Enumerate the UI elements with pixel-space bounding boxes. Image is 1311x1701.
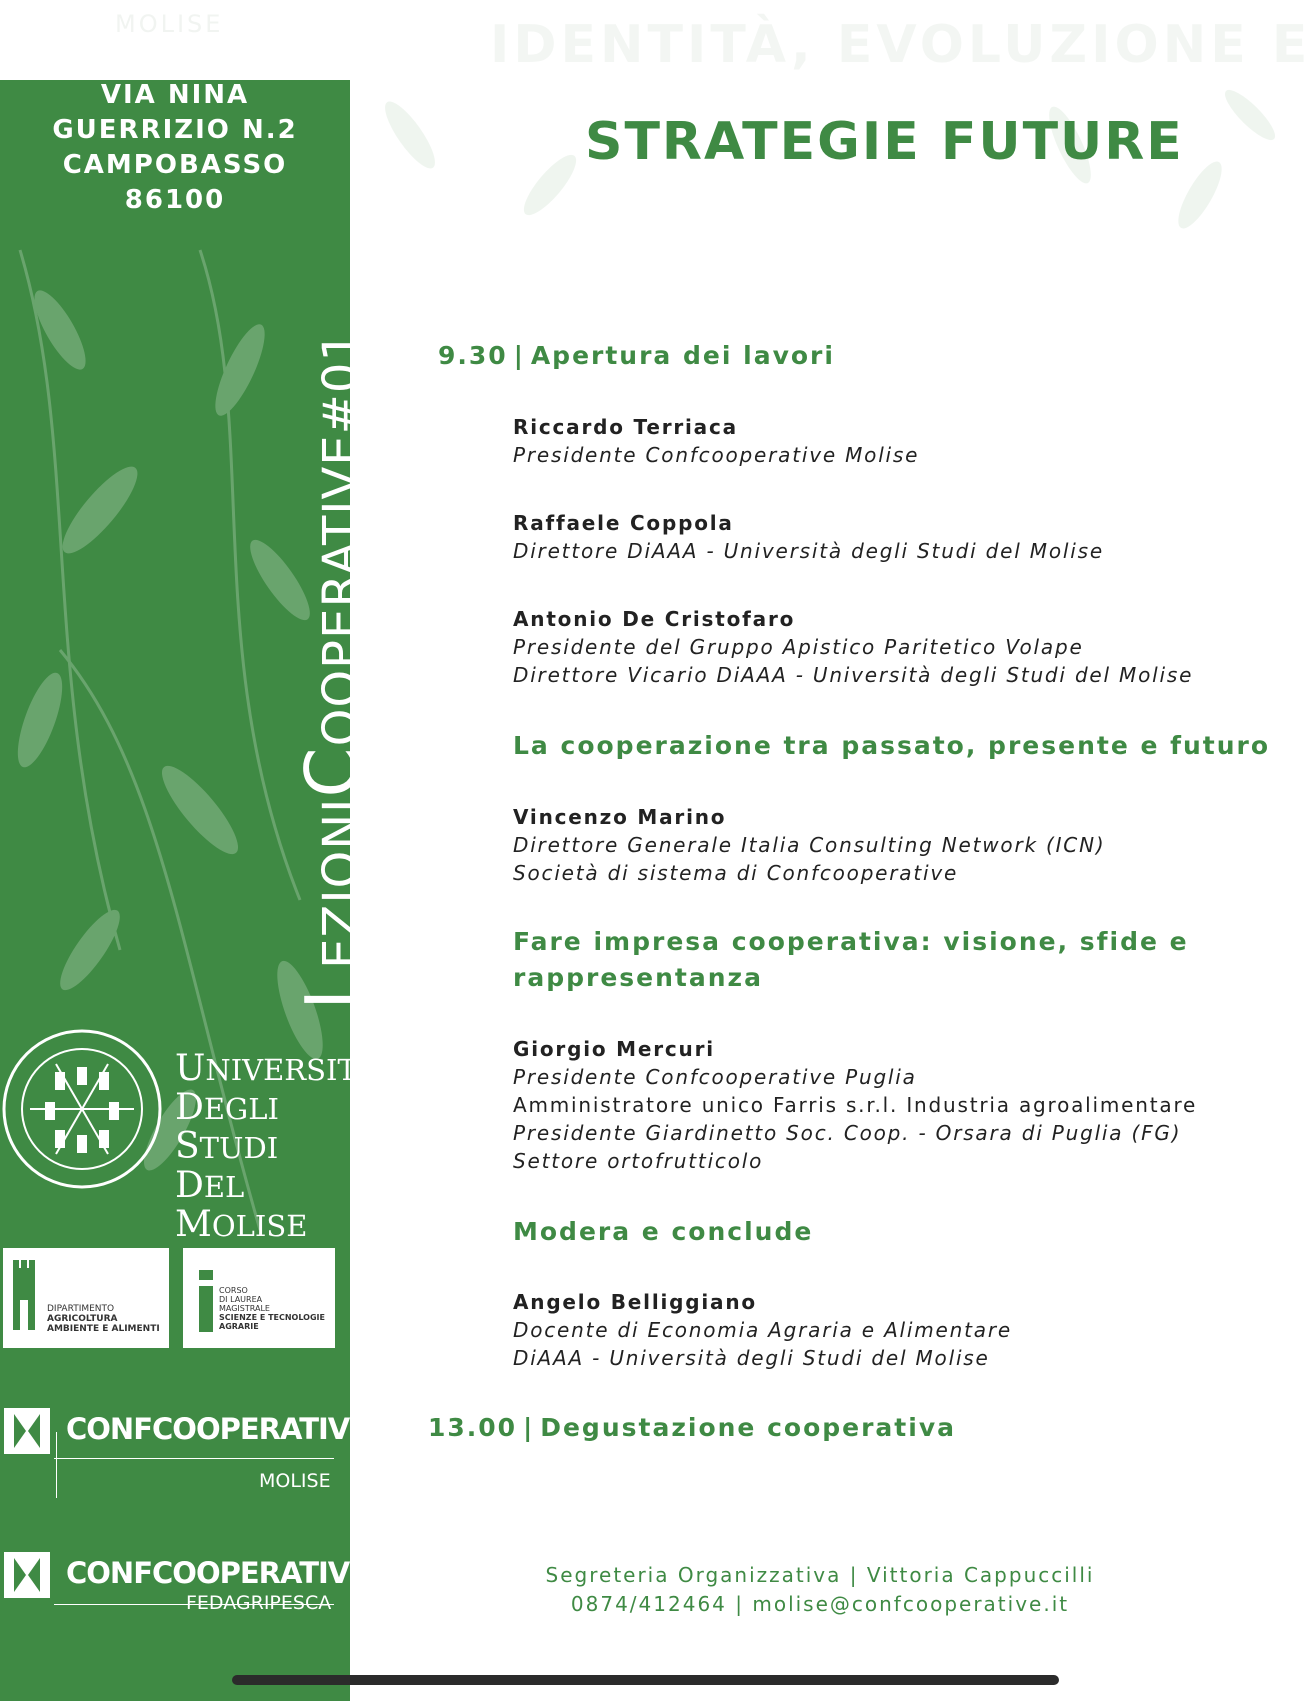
address-line: CAMPOBASSO (62, 150, 288, 180)
address-line: GUERRIZIO N.2 (52, 115, 298, 145)
speaker-entry (513, 803, 1105, 887)
sidebar-top-strip (0, 0, 350, 80)
confcooperative-molise-logo: CONFCOOPERATIVE MOLISE (4, 1408, 50, 1458)
section-heading: La cooperazione tra passato, presente e futuro (513, 731, 1271, 760)
university-seal-logo (0, 1027, 165, 1192)
speaker-role: Amministratore unico Farris s.r.l. Industria agroalimentare (513, 1093, 1198, 1117)
speaker-role: Direttore Vicario DiAAA - Università degli Studi del Molise (513, 663, 1194, 687)
series-title-vertical: LEZIONICOOPERATIVE#01 (290, 330, 374, 1010)
confcooperative-fedagripesca-logo: CONFCOOPERATIVE FEDAGRIPESCA (4, 1552, 50, 1602)
slot-title: Degustazione cooperativa (540, 1413, 956, 1442)
speaker-entry (513, 413, 919, 469)
faded-header-text: MOLISE (115, 10, 224, 38)
faded-title-text: IDENTITÀ, EVOLUZIONE E (490, 15, 1311, 75)
speaker-name: Antonio De Cristofaro (513, 607, 796, 631)
department-logo: DIPARTIMENTO AGRICOLTURA AMBIENTE E ALIMENTI (3, 1248, 169, 1348)
speaker-entry (513, 1288, 1012, 1372)
time-label: 13.00 (428, 1413, 518, 1442)
speaker-name: Vincenzo Marino (513, 805, 727, 829)
confcooperative-mark-icon (4, 1408, 50, 1454)
sidebar (0, 0, 377, 1701)
speaker-role: DiAAA - Università degli Studi del Molise (513, 1346, 990, 1370)
speaker-name: Angelo Belliggiano (513, 1290, 757, 1314)
speaker-role: Settore ortofrutticolo (513, 1149, 764, 1173)
speaker-entry (513, 605, 1193, 689)
page-title: STRATEGIE FUTURE (585, 112, 1184, 172)
speaker-entry (513, 1035, 1197, 1175)
column-icon (199, 1270, 213, 1332)
speaker-role: Presidente del Gruppo Apistico Paritetico Volape (513, 635, 1084, 659)
separator: | (513, 341, 525, 370)
slot-title: Apertura dei lavori (530, 341, 835, 370)
speaker-name: Riccardo Terriaca (513, 415, 738, 439)
opening-slot (438, 341, 835, 370)
speaker-role: Direttore DiAAA - Università degli Studi del Molise (513, 539, 1104, 563)
section-heading: Fare impresa cooperativa: visione, sfide e rappresentanza (513, 927, 1189, 992)
venue-address (0, 78, 350, 218)
speaker-role: Presidente Giardinetto Soc. Coop. - Orsara di Puglia (FG) (513, 1121, 1182, 1145)
speaker-role: Docente di Economia Agraria e Alimentare (513, 1318, 1012, 1342)
closing-slot (428, 1413, 956, 1442)
speaker-role: Presidente Confcooperative Puglia (513, 1065, 917, 1089)
footer-secretariat: Segreteria Organizzativa | Vittoria Cappuccilli (545, 1563, 1095, 1587)
horizontal-scrollbar[interactable] (232, 1675, 1059, 1685)
time-label: 9.30 (438, 341, 508, 370)
separator: | (523, 1413, 535, 1442)
footer-phone-email[interactable]: 0874/412464 | molise@confcooperative.it (570, 1592, 1070, 1616)
section-heading: Modera e conclude (513, 1217, 814, 1246)
university-name: UNIVERSITÀ DEGLI STUDI DEL MOLISE (175, 1048, 377, 1245)
footer-contact (520, 1561, 1120, 1619)
speaker-role: Presidente Confcooperative Molise (513, 443, 920, 467)
confcooperative-mark-icon (4, 1552, 50, 1598)
degree-course-logo: CORSO DI LAUREA MAGISTRALE SCIENZE E TECNOLOGIE AGRARIE (183, 1248, 335, 1348)
speaker-name: Raffaele Coppola (513, 511, 734, 535)
address-line: VIA NINA (100, 80, 250, 110)
tower-icon (11, 1260, 37, 1332)
speaker-entry (513, 509, 1104, 565)
speaker-name: Giorgio Mercuri (513, 1037, 715, 1061)
address-line: 86100 (124, 185, 226, 215)
speaker-role: Direttore Generale Italia Consulting Network (ICN) (513, 833, 1106, 857)
speaker-role: Società di sistema di Confcooperative (513, 861, 959, 885)
